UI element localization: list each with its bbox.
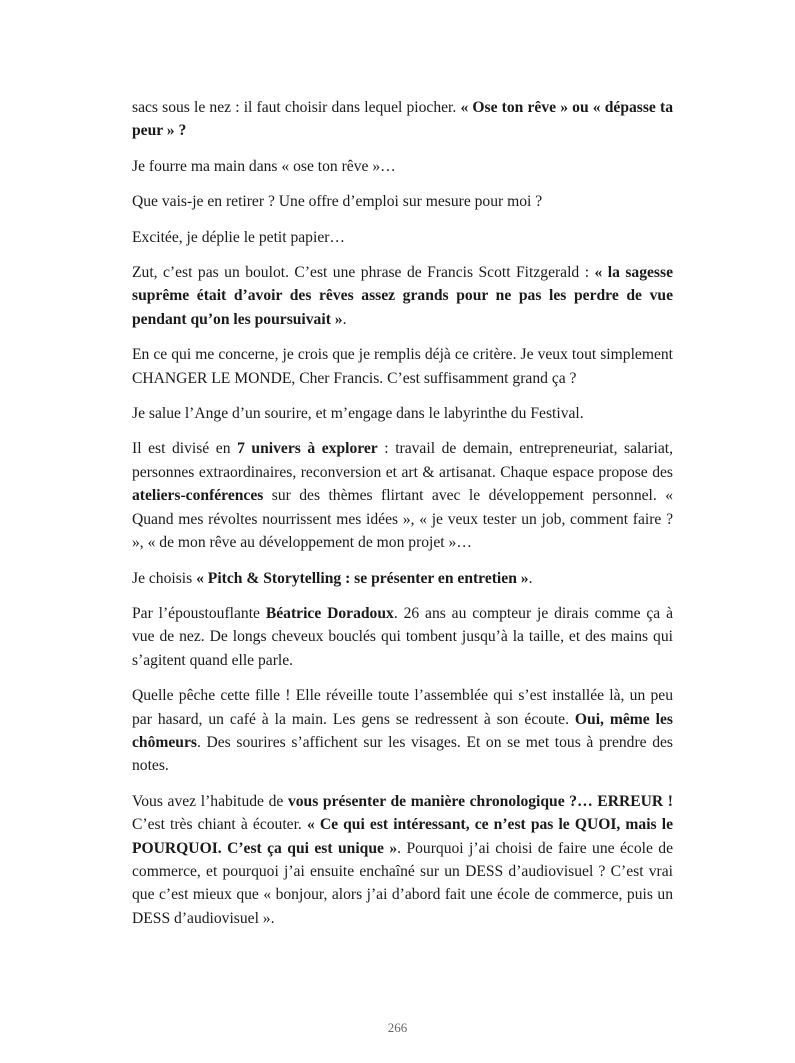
bold-text-run: « la sagesse suprême était d’avoir des rêves assez grands pour ne pas les perdre de vue pendant qu’on les poursuivait » [132, 264, 673, 328]
text-run: . Des sourires s’affichent sur les visages. Et on se met tous à prendre des notes. [132, 733, 673, 775]
paragraph [132, 155, 673, 178]
bold-text-run: « Pitch & Storytelling : se présenter en entretien » [196, 569, 529, 587]
text-run: Excitée, je déplie le petit papier… [132, 228, 346, 246]
paragraph [132, 567, 673, 590]
bold-text-run: vous présenter de manière chronologique ?… ERREUR ! [287, 792, 673, 810]
paragraph [132, 684, 673, 778]
text-run: Quelle pêche cette fille ! Elle réveille toute l’assemblée qui s’est installée là, un peu par hasard, un café à la main. Les gens se redressent à son écoute. [132, 687, 673, 728]
bold-text-run: ateliers-conférences [132, 487, 264, 505]
text-run: Je choisis [132, 569, 197, 587]
paragraph [132, 343, 673, 390]
text-run: Il est divisé en [132, 440, 238, 458]
page-number: 266 [387, 1020, 408, 1035]
text-run: : travail de demain, entrepreneuriat, salariat, personnes extraordinaires, reconversion et art & artisanat. Chaque espace propose des [132, 440, 673, 481]
text-run: Que vais-je en retirer ? Une offre d’emploi sur mesure pour moi ? [132, 193, 543, 211]
text-run: . [342, 310, 347, 328]
text-run: sacs sous le nez : il faut choisir dans lequel piocher. [132, 99, 461, 116]
text-run: Par l’époustouflante [132, 604, 266, 622]
paragraph [132, 602, 673, 672]
text-run: Je fourre ma main dans « ose ton rêve »… [132, 157, 396, 175]
paragraph [132, 226, 673, 249]
text-run: sur des thèmes flirtant avec le développement personnel. « Quand mes révoltes nourrissent mes idées », « je veux tester un job, comment faire ? », « de mon rêve au développement de mon projet »… [132, 487, 673, 552]
paragraph [132, 96, 673, 143]
bold-text-run: 7 univers à explorer [237, 440, 378, 458]
text-run: . 26 ans au compteur je dirais comme ça à vue de nez. De longs cheveux bouclés qui tombent jusqu’à la taille, et des mains qui s’agitent quand elle parle. [132, 604, 673, 669]
page-body [132, 96, 673, 942]
text-run: Vous avez l’habitude de [132, 792, 288, 810]
text-run: . Pourquoi j’ai choisi de faire une école de commerce, et pourquoi j’ai ensuite enchaîné sur un DESS d’audiovisuel ? C’est vrai que c’est mieux que « bonjour, alors j’ai d’abord fait une école de commerce, puis un DESS d’audiovisuel ». [132, 839, 674, 927]
paragraph [132, 402, 673, 425]
paragraph [132, 261, 673, 331]
text-run: . [528, 569, 533, 587]
text-run: C’est très chiant à écouter. [132, 816, 307, 834]
bold-text-run: Béatrice Doradoux [265, 604, 394, 622]
bold-text-run: Oui, même les chômeurs [132, 710, 673, 751]
paragraph [132, 190, 673, 213]
bold-text-run: « Ce qui est intéressant, ce n’est pas le QUOI, mais le POURQUOI. C’est ça qui est unique » [132, 816, 673, 857]
text-run: En ce qui me concerne, je crois que je remplis déjà ce critère. Je veux tout simplement CHANGER LE MONDE, Cher Francis. C’est suffisamment grand ça ? [132, 346, 673, 387]
paragraph [132, 790, 673, 930]
bold-text-run: « Ose ton rêve » ou « dépasse ta peur » ? [132, 99, 673, 140]
text-run: Zut, c’est pas un boulot. C’est une phrase de Francis Scott Fitzgerald : [132, 264, 595, 282]
text-run: Je salue l’Ange d’un sourire, et m’engage dans le labyrinthe du Festival. [132, 405, 584, 423]
paragraph [132, 437, 673, 554]
